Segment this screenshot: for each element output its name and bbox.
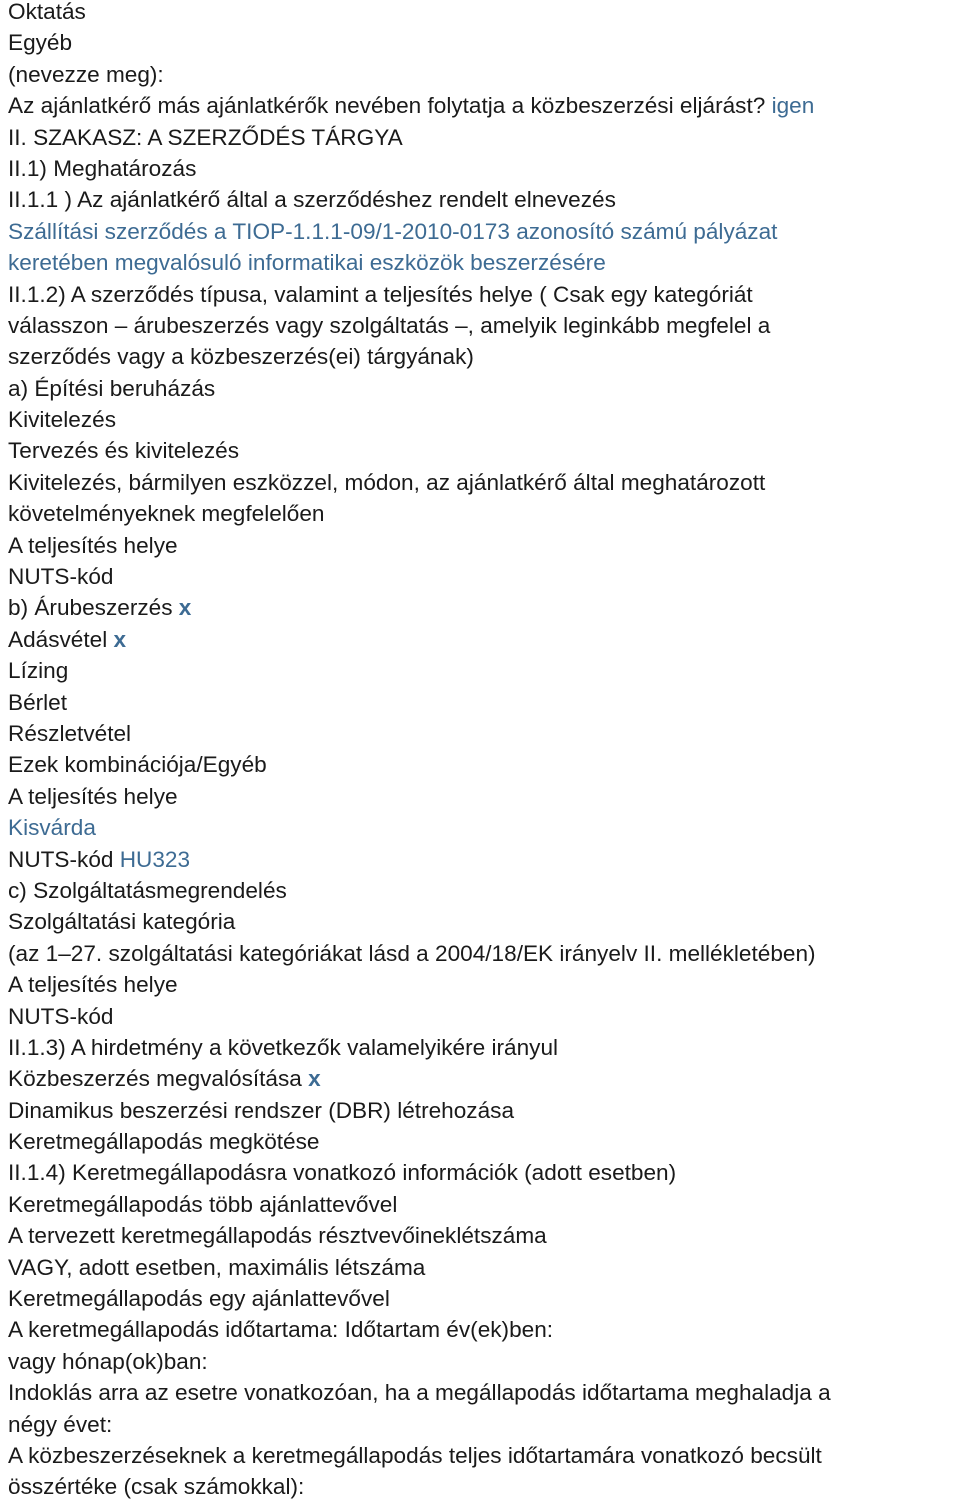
line-text: Oktatás bbox=[8, 0, 86, 24]
line-text: Tervezés és kivitelezés bbox=[8, 438, 240, 464]
document-line bbox=[8, 844, 960, 875]
line-text: II. SZAKASZ: A SZERZŐDÉS TÁRGYA bbox=[8, 124, 403, 150]
document-line bbox=[8, 875, 960, 906]
document-line bbox=[8, 718, 960, 749]
document-line bbox=[8, 59, 960, 90]
line-text: NUTS-kód bbox=[8, 1003, 114, 1029]
document-line bbox=[8, 1252, 960, 1283]
document-line bbox=[8, 1471, 960, 1502]
selected-mark: x bbox=[113, 626, 127, 652]
line-text: A teljesítés helye bbox=[8, 532, 178, 558]
document-line bbox=[8, 153, 960, 184]
line-text: A tervezett keretmegállapodás résztvevőineklétszáma bbox=[8, 1223, 547, 1249]
document-line bbox=[8, 1220, 960, 1251]
document-line bbox=[8, 404, 960, 435]
document-line bbox=[8, 1189, 960, 1220]
line-text: A keretmegállapodás időtartama: Időtartam év(ek)ben: bbox=[8, 1317, 554, 1343]
document-line bbox=[8, 749, 960, 780]
line-text: A közbeszerzéseknek a keretmegállapodás teljes időtartamára vonatkozó becsült bbox=[8, 1442, 822, 1468]
document-line bbox=[8, 561, 960, 592]
line-text: Indoklás arra az esetre vonatkozóan, ha a megállapodás időtartama meghaladja a bbox=[8, 1380, 831, 1406]
line-text: Keretmegállapodás megkötése bbox=[8, 1129, 320, 1155]
document-line bbox=[8, 90, 960, 121]
document-line bbox=[8, 247, 960, 278]
field-value: HU323 bbox=[119, 846, 191, 872]
document-line bbox=[8, 655, 960, 686]
line-text: a) Építési beruházás bbox=[8, 375, 216, 401]
document-line bbox=[8, 1095, 960, 1126]
document-line bbox=[8, 1157, 960, 1188]
document-line bbox=[8, 1409, 960, 1440]
line-text: Közbeszerzés megvalósítása bbox=[8, 1066, 309, 1092]
document-line bbox=[8, 27, 960, 58]
field-value: igen bbox=[771, 93, 815, 119]
document-line bbox=[8, 341, 960, 372]
document-line bbox=[8, 1314, 960, 1345]
document-line bbox=[8, 530, 960, 561]
document-line bbox=[8, 373, 960, 404]
document-line bbox=[8, 1440, 960, 1471]
document-line bbox=[8, 781, 960, 812]
line-text: (nevezze meg): bbox=[8, 61, 164, 87]
line-text: II.1.2) A szerződés típusa, valamint a teljesítés helye ( Csak egy kategóriát bbox=[8, 281, 753, 307]
document-line bbox=[8, 906, 960, 937]
line-text: Lízing bbox=[8, 658, 69, 684]
field-value: Kisvárda bbox=[8, 815, 96, 841]
document-line bbox=[8, 624, 960, 655]
document-line bbox=[8, 1126, 960, 1157]
line-text: Szolgáltatási kategória bbox=[8, 909, 236, 935]
document-line bbox=[8, 0, 960, 27]
line-text: követelményeknek megfelelően bbox=[8, 501, 325, 527]
selected-mark: x bbox=[308, 1066, 321, 1092]
line-text: NUTS-kód bbox=[8, 846, 120, 872]
line-text: Kivitelezés bbox=[8, 407, 116, 433]
document-line bbox=[8, 498, 960, 529]
line-text: II.1.3) A hirdetmény a következők valamelyikére irányul bbox=[8, 1034, 559, 1060]
document-line bbox=[8, 435, 960, 466]
line-text: Az ajánlatkérő más ajánlatkérők nevében folytatja a közbeszerzési eljárást? bbox=[8, 93, 772, 119]
line-text: Bérlet bbox=[8, 689, 68, 715]
document-line bbox=[8, 1346, 960, 1377]
line-text: (az 1–27. szolgáltatási kategóriákat lásd a 2004/18/EK irányelv II. mellékletében) bbox=[8, 940, 816, 966]
line-text: Dinamikus beszerzési rendszer (DBR) létrehozása bbox=[8, 1097, 515, 1123]
line-text: Keretmegállapodás több ajánlattevővel bbox=[8, 1191, 398, 1217]
document-line bbox=[8, 216, 960, 247]
line-text: vagy hónap(ok)ban: bbox=[8, 1348, 208, 1374]
line-text: Keretmegállapodás egy ajánlattevővel bbox=[8, 1286, 390, 1312]
document-line bbox=[8, 687, 960, 718]
line-text: II.1.1 ) Az ajánlatkérő által a szerződéshez rendelt elnevezés bbox=[8, 187, 616, 213]
line-text: Részletvétel bbox=[8, 720, 132, 746]
document-line bbox=[8, 184, 960, 215]
line-text: Egyéb bbox=[8, 30, 73, 56]
document-line bbox=[8, 1032, 960, 1063]
line-text: négy évet: bbox=[8, 1411, 113, 1437]
document-line bbox=[8, 1001, 960, 1032]
line-text: szerződés vagy a közbeszerzés(ei) tárgyának) bbox=[8, 344, 474, 370]
line-text: Adásvétel bbox=[8, 626, 114, 652]
document-line bbox=[8, 467, 960, 498]
document-line bbox=[8, 122, 960, 153]
line-text: II.1) Meghatározás bbox=[8, 155, 197, 181]
field-value: keretében megvalósuló informatikai eszközök beszerzésére bbox=[8, 250, 606, 276]
line-text: c) Szolgáltatásmegrendelés bbox=[8, 877, 287, 903]
line-text: VAGY, adott esetben, maximális létszáma bbox=[8, 1254, 426, 1280]
line-text: NUTS-kód bbox=[8, 564, 114, 590]
document-line bbox=[8, 1063, 960, 1094]
line-text: Kivitelezés, bármilyen eszközzel, módon, az ajánlatkérő által meghatározott bbox=[8, 469, 766, 495]
document-line bbox=[8, 592, 960, 623]
line-text: b) Árubeszerzés bbox=[8, 595, 179, 621]
document-line bbox=[8, 310, 960, 341]
document-line bbox=[8, 279, 960, 310]
field-value: Szállítási szerződés a TIOP-1.1.1-09/1-2010-0173 azonosító számú pályázat bbox=[8, 218, 778, 244]
selected-mark: x bbox=[178, 595, 192, 621]
line-text: II.1.4) Keretmegállapodásra vonatkozó információk (adott esetben) bbox=[8, 1160, 677, 1186]
document-line bbox=[8, 812, 960, 843]
line-text: Ezek kombinációja/Egyéb bbox=[8, 752, 267, 778]
document-line bbox=[8, 969, 960, 1000]
document-line bbox=[8, 1283, 960, 1314]
line-text: A teljesítés helye bbox=[8, 783, 178, 809]
line-text: összértéke (csak számokkal): bbox=[8, 1474, 305, 1500]
line-text: válasszon – árubeszerzés vagy szolgáltatás –, amelyik leginkább megfelel a bbox=[8, 312, 771, 338]
document-line bbox=[8, 1377, 960, 1408]
document-line bbox=[8, 938, 960, 969]
line-text: A teljesítés helye bbox=[8, 972, 178, 998]
